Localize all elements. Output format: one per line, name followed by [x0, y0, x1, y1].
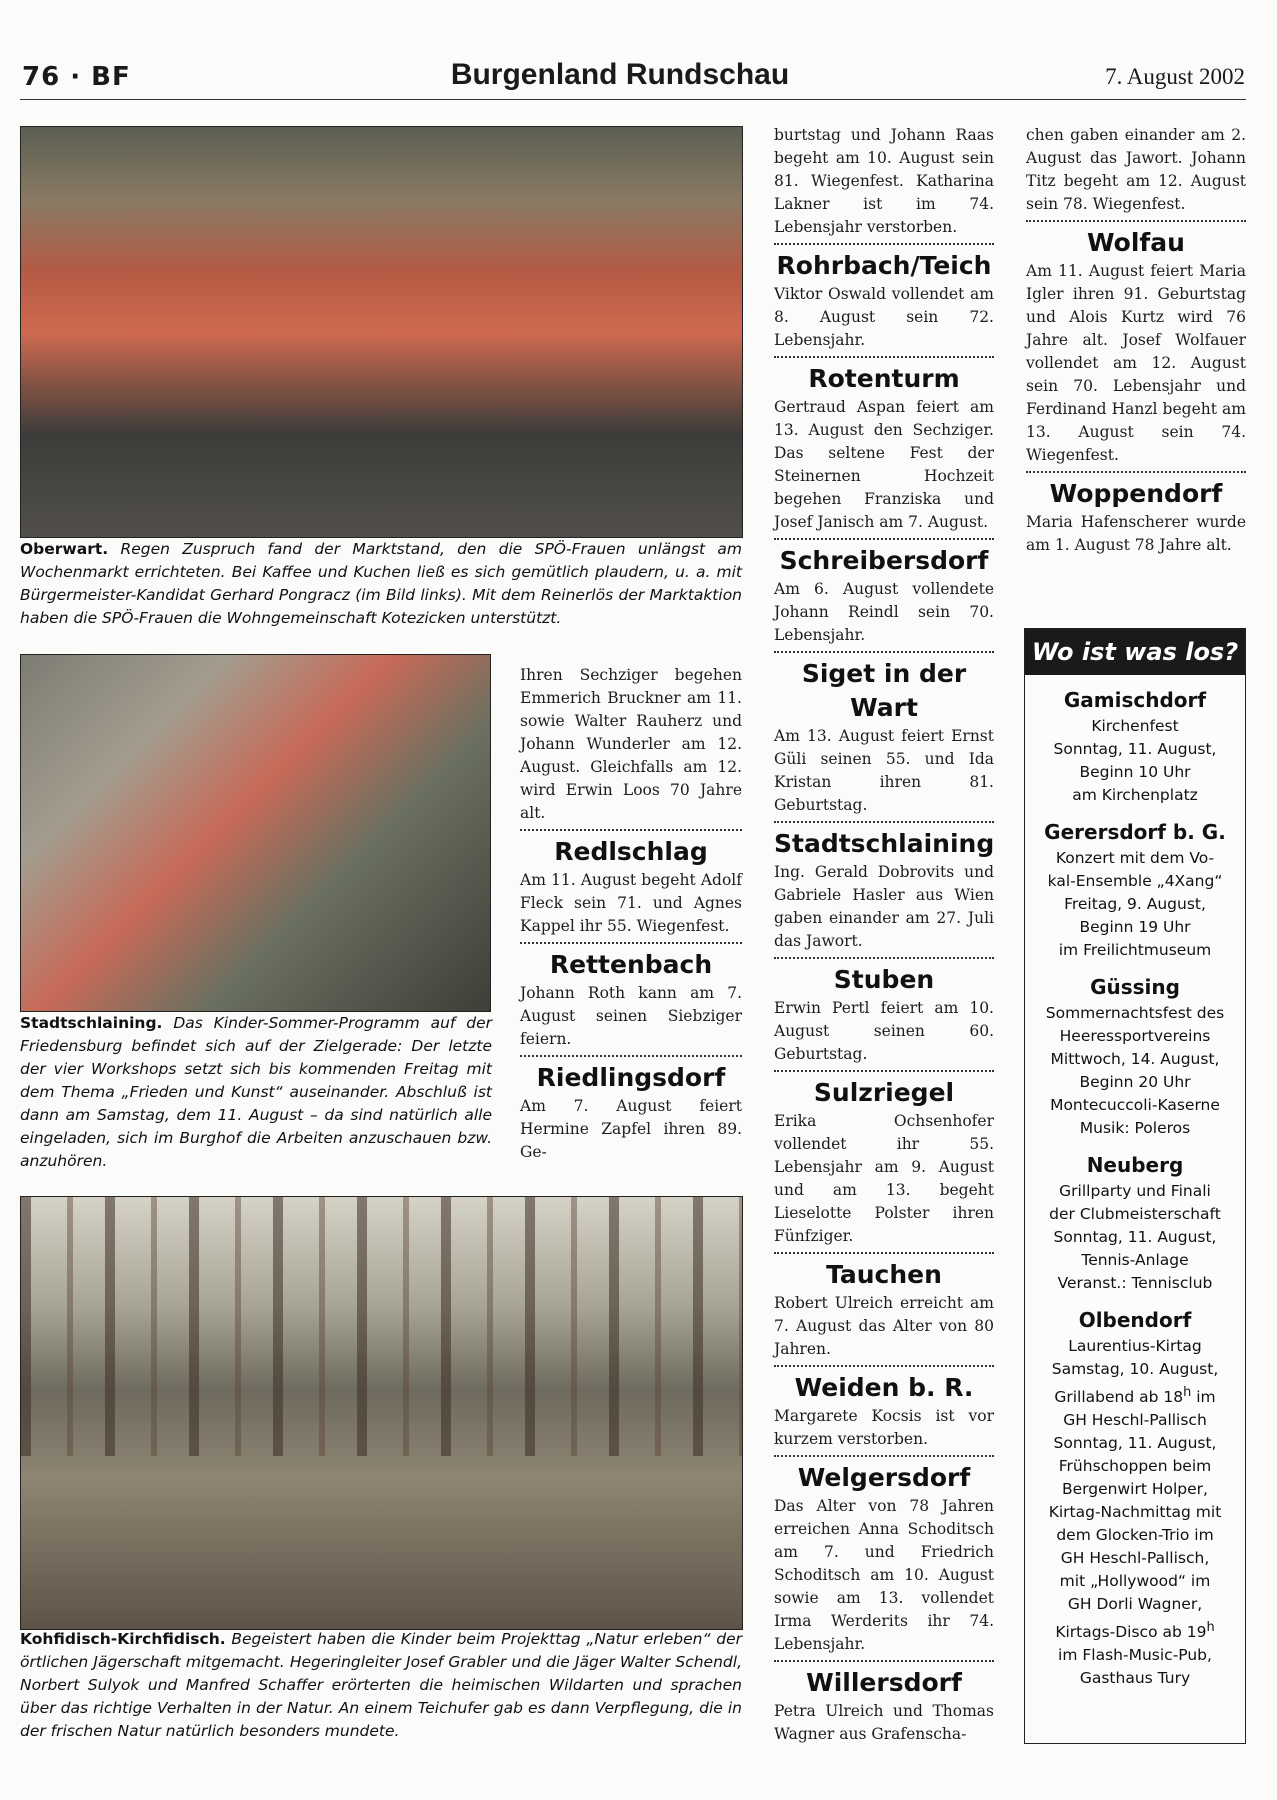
- dotted-divider: [1026, 471, 1246, 473]
- dotted-divider: [774, 243, 994, 245]
- article-text: chen gaben einander am 2. August das Jawort. Johann Titz begeht am 12. August sein 78. Wiegenfest.: [1026, 126, 1246, 213]
- event-line: Laurentius-Kirtag: [1068, 1337, 1202, 1355]
- caption-kohfidisch: [20, 1628, 742, 1743]
- article-column-b: [774, 124, 994, 1746]
- event-text: Kirtags-Disco ab 19: [1055, 1623, 1207, 1642]
- event-line: Beginn 19 Uhr: [1079, 918, 1191, 936]
- dotted-divider: [774, 957, 994, 959]
- dotted-divider: [774, 821, 994, 823]
- section-heading: Siget in der Wart: [801, 659, 967, 722]
- event-line: Kirchenfest: [1091, 717, 1179, 735]
- dotted-divider: [774, 1660, 994, 1662]
- article-text: Maria Hafenscherer wurde am 1. August 78 Jahre alt.: [1026, 513, 1246, 554]
- dotted-divider: [774, 1252, 994, 1254]
- hour-superscript: h: [1183, 1385, 1192, 1400]
- photo-oberwart-market-stand: [20, 126, 743, 538]
- dotted-divider: [520, 829, 742, 831]
- section-heading: Welgersdorf: [797, 1463, 971, 1492]
- event-line: Bergenwirt Holper,: [1062, 1480, 1208, 1499]
- article-text: Erika Ochsenhofer vollendet ihr 55. Lebensjahr am 9. August und am 13. begeht Lieselotte Polster ihren Fünfziger.: [774, 1112, 994, 1245]
- article-column-c: [1026, 124, 1246, 557]
- section-heading: Rohrbach/Teich: [776, 251, 992, 280]
- caption-text: Begeistert haben die Kinder beim Projekttag „Natur erleben“ der örtlichen Jägerschaft mitgemacht. Hegeringleiter Josef Grabler und die Jäger Walter Schendl, Norbert Sulyok und Manfred Schaffer erörterten die heimischen Wildarten und sprachen über das richtige Verhalten in der Natur. An einem Teichufer gab es dann Verpflegung, die in der frischen Natur natürlich besonders mundete.: [20, 1630, 742, 1740]
- event-text: Grillabend ab 18: [1054, 1388, 1184, 1407]
- event-line: dem Glocken-Trio im: [1056, 1526, 1214, 1545]
- section-heading: Stadtschlaining: [774, 829, 995, 858]
- events-heading: Wo ist was los?: [1025, 629, 1245, 675]
- page-number: 76 · BF: [22, 62, 131, 92]
- event-line: Gasthaus Tury: [1079, 1669, 1191, 1688]
- hour-superscript: h: [1206, 1620, 1215, 1636]
- caption-text: Das Kinder-Sommer-Programm auf der Friedensburg befindet sich auf der Zielgerade: Der letzte der vier Workshops setzt sich bis kommenden Freitag mit dem Thema „Frieden und Kunst“ auseinander. Abschluß ist dann am Samstag, dem 11. August – da sind natürlich alle eingeladen, sich im Burghof die Arbeiten anzuschauen bzw. anzuhören.: [20, 1014, 493, 1170]
- event-place: Gamischdorf: [1063, 688, 1207, 712]
- section-heading: Rotenturm: [808, 364, 960, 393]
- event-line: Grillparty und Finali: [1059, 1182, 1211, 1200]
- caption-stadtschlaining: [20, 1012, 492, 1173]
- dotted-divider: [774, 1365, 994, 1367]
- event-line: GH Heschl-Pallisch: [1063, 1411, 1207, 1430]
- article-text: Viktor Oswald vollendet am 8. August sein 72. Lebensjahr.: [774, 285, 994, 349]
- caption-oberwart: [20, 538, 742, 630]
- section-heading: Sulzriegel: [813, 1078, 955, 1107]
- events-box: [1024, 628, 1246, 1744]
- event-place: Neuberg: [1086, 1153, 1184, 1177]
- article-text: Ihren Sechziger begehen Emmerich Bruckner am 11. sowie Walter Rauherz und Johann Wunderler am 12. August. Gleichfalls am 12. wird Erwin Loos 70 Jahre alt.: [520, 666, 742, 822]
- caption-lead: Oberwart.: [20, 540, 109, 558]
- dotted-divider: [774, 1455, 994, 1457]
- event-line: Montecuccoli-Kaserne: [1050, 1096, 1220, 1114]
- section-heading: Stuben: [833, 965, 935, 994]
- dotted-divider: [774, 356, 994, 358]
- event-line: am Kirchenplatz: [1072, 786, 1198, 804]
- section-heading: Willersdorf: [806, 1668, 962, 1697]
- section-heading: Riedlingsdorf: [536, 1063, 726, 1092]
- section-heading: Tauchen: [826, 1260, 942, 1289]
- event-line: Frühschoppen beim: [1058, 1457, 1212, 1476]
- section-heading: Rettenbach: [549, 950, 713, 979]
- event-line: kal-Ensemble „4Xang“: [1047, 872, 1223, 890]
- event-place: Gerersdorf b. G.: [1044, 820, 1226, 844]
- event-line: Sommernachtsfest des: [1045, 1004, 1225, 1022]
- forest-trees: [21, 1197, 742, 1456]
- event-line: Beginn 10 Uhr: [1079, 763, 1191, 781]
- article-text: Am 13. August feiert Ernst Güli seinen 55. und Ida Kristan ihren 81. Geburtstag.: [774, 727, 994, 814]
- event-line: [1029, 1381, 1241, 1409]
- dotted-divider: [520, 942, 742, 944]
- event-line: im Flash-Music-Pub,: [1058, 1646, 1212, 1665]
- event-line: Kirtag-Nachmittag mit: [1048, 1503, 1222, 1522]
- event-line: GH Dorli Wagner,: [1067, 1595, 1203, 1614]
- article-text: Johann Roth kann am 7. August seinen Siebziger feiern.: [520, 984, 742, 1048]
- header-rule: [20, 99, 1246, 100]
- events-list: [1025, 675, 1245, 1690]
- event-line: Musik: Poleros: [1079, 1119, 1191, 1137]
- event-line: mit „Hollywood“ im: [1059, 1572, 1211, 1591]
- event-line: Freitag, 9. August,: [1064, 895, 1206, 913]
- event-line: Heeressportvereins: [1059, 1027, 1211, 1045]
- event-line: Tennis-Anlage: [1081, 1251, 1189, 1269]
- event-line: Veranst.: Tennisclub: [1057, 1274, 1213, 1292]
- article-text: Am 7. August feiert Hermine Zapfel ihren 89. Ge-: [520, 1097, 742, 1161]
- event-line: Mittwoch, 14. August,: [1050, 1050, 1220, 1068]
- event-line: GH Heschl-Pallisch,: [1060, 1549, 1210, 1568]
- section-heading: Schreibersdorf: [779, 546, 989, 575]
- article-text: Robert Ulreich erreicht am 7. August das Alter von 80 Jahren.: [774, 1294, 994, 1358]
- dotted-divider: [774, 538, 994, 540]
- article-text: Margarete Kocsis ist vor kurzem verstorben.: [774, 1407, 994, 1448]
- dotted-divider: [774, 651, 994, 653]
- event-line: Sonntag, 11. August,: [1053, 1228, 1217, 1246]
- article-column-a: [520, 664, 742, 1164]
- article-text: Am 11. August feiert Maria Igler ihren 91. Geburtstag und Alois Kurtz wird 76 Jahre alt. Josef Wolfauer vollendet am 12. August sein 70. Lebensjahr und Ferdinand Hanzl begeht am 13. August sein 74. Wiegenfest.: [1026, 262, 1246, 464]
- article-text: Am 11. August begeht Adolf Fleck sein 71. und Agnes Kappel ihr 55. Wiegenfest.: [520, 871, 742, 935]
- article-text: Ing. Gerald Dobrovits und Gabriele Hasler aus Wien gaben einander am 27. Juli das Jawort.: [774, 863, 994, 950]
- caption-lead: Stadtschlaining.: [20, 1014, 163, 1032]
- event-line: Sonntag, 11. August,: [1053, 1434, 1217, 1453]
- article-text: Petra Ulreich und Thomas Wagner aus Grafenscha-: [774, 1702, 994, 1743]
- section-heading: Wolfau: [1087, 228, 1185, 257]
- section-heading: Weiden b. R.: [794, 1373, 974, 1402]
- caption-lead: Kohfidisch-Kirchfidisch.: [20, 1630, 226, 1648]
- section-heading: Redlschlag: [554, 837, 708, 866]
- issue-date: 7. August 2002: [1105, 64, 1245, 89]
- article-text: Erwin Pertl feiert am 10. August seinen 60. Geburtstag.: [774, 999, 994, 1063]
- dotted-divider: [1026, 220, 1246, 222]
- event-place: Güssing: [1090, 975, 1180, 999]
- caption-text: Regen Zuspruch fand der Marktstand, den die SPÖ-Frauen unlängst am Wochenmarkt errichteten. Bei Kaffee und Kuchen ließ es sich gemütlich plaudern, u. a. mit Bürgermeister-Kandidat Gerhard Pongracz (im Bild links). Mit dem Reinerlös der Marktaktion haben die SPÖ-Frauen die Wohngemeinschaft Kotezicken unterstützt.: [20, 540, 743, 627]
- dotted-divider: [520, 1055, 742, 1057]
- event-line: Samstag, 10. August,: [1051, 1360, 1219, 1378]
- section-heading: Woppendorf: [1049, 479, 1223, 508]
- newspaper-title: Burgenland Rundschau: [450, 58, 790, 91]
- article-text: Das Alter von 78 Jahren erreichen Anna Schoditsch am 7. und Friedrich Schoditsch am 10. August sowie am 13. vollendet Irma Werderits ihr 74. Lebensjahr.: [774, 1497, 994, 1653]
- photo-kohfidisch-forest-group: [20, 1196, 743, 1630]
- article-text: burtstag und Johann Raas begeht am 10. August sein 81. Wiegenfest. Katharina Lakner ist im 74. Lebensjahr verstorben.: [774, 126, 994, 236]
- photo-stadtschlaining-children: [20, 654, 491, 1012]
- event-place: Olbendorf: [1078, 1308, 1192, 1332]
- event-line: der Clubmeisterschaft: [1049, 1205, 1221, 1223]
- article-text: Am 6. August vollendete Johann Reindl sein 70. Lebensjahr.: [774, 580, 994, 644]
- event-line: [1029, 1616, 1241, 1644]
- event-line: Beginn 20 Uhr: [1079, 1073, 1191, 1091]
- event-line: Konzert mit dem Vo-: [1055, 849, 1215, 867]
- event-text: im: [1191, 1388, 1216, 1407]
- event-line: im Freilichtmuseum: [1058, 941, 1212, 959]
- article-text: Gertraud Aspan feiert am 13. August den Sechziger. Das seltene Fest der Steinernen Hochzeit begehen Franziska und Josef Janisch am 7. August.: [774, 398, 994, 531]
- dotted-divider: [774, 1070, 994, 1072]
- event-line: Sonntag, 11. August,: [1053, 740, 1217, 758]
